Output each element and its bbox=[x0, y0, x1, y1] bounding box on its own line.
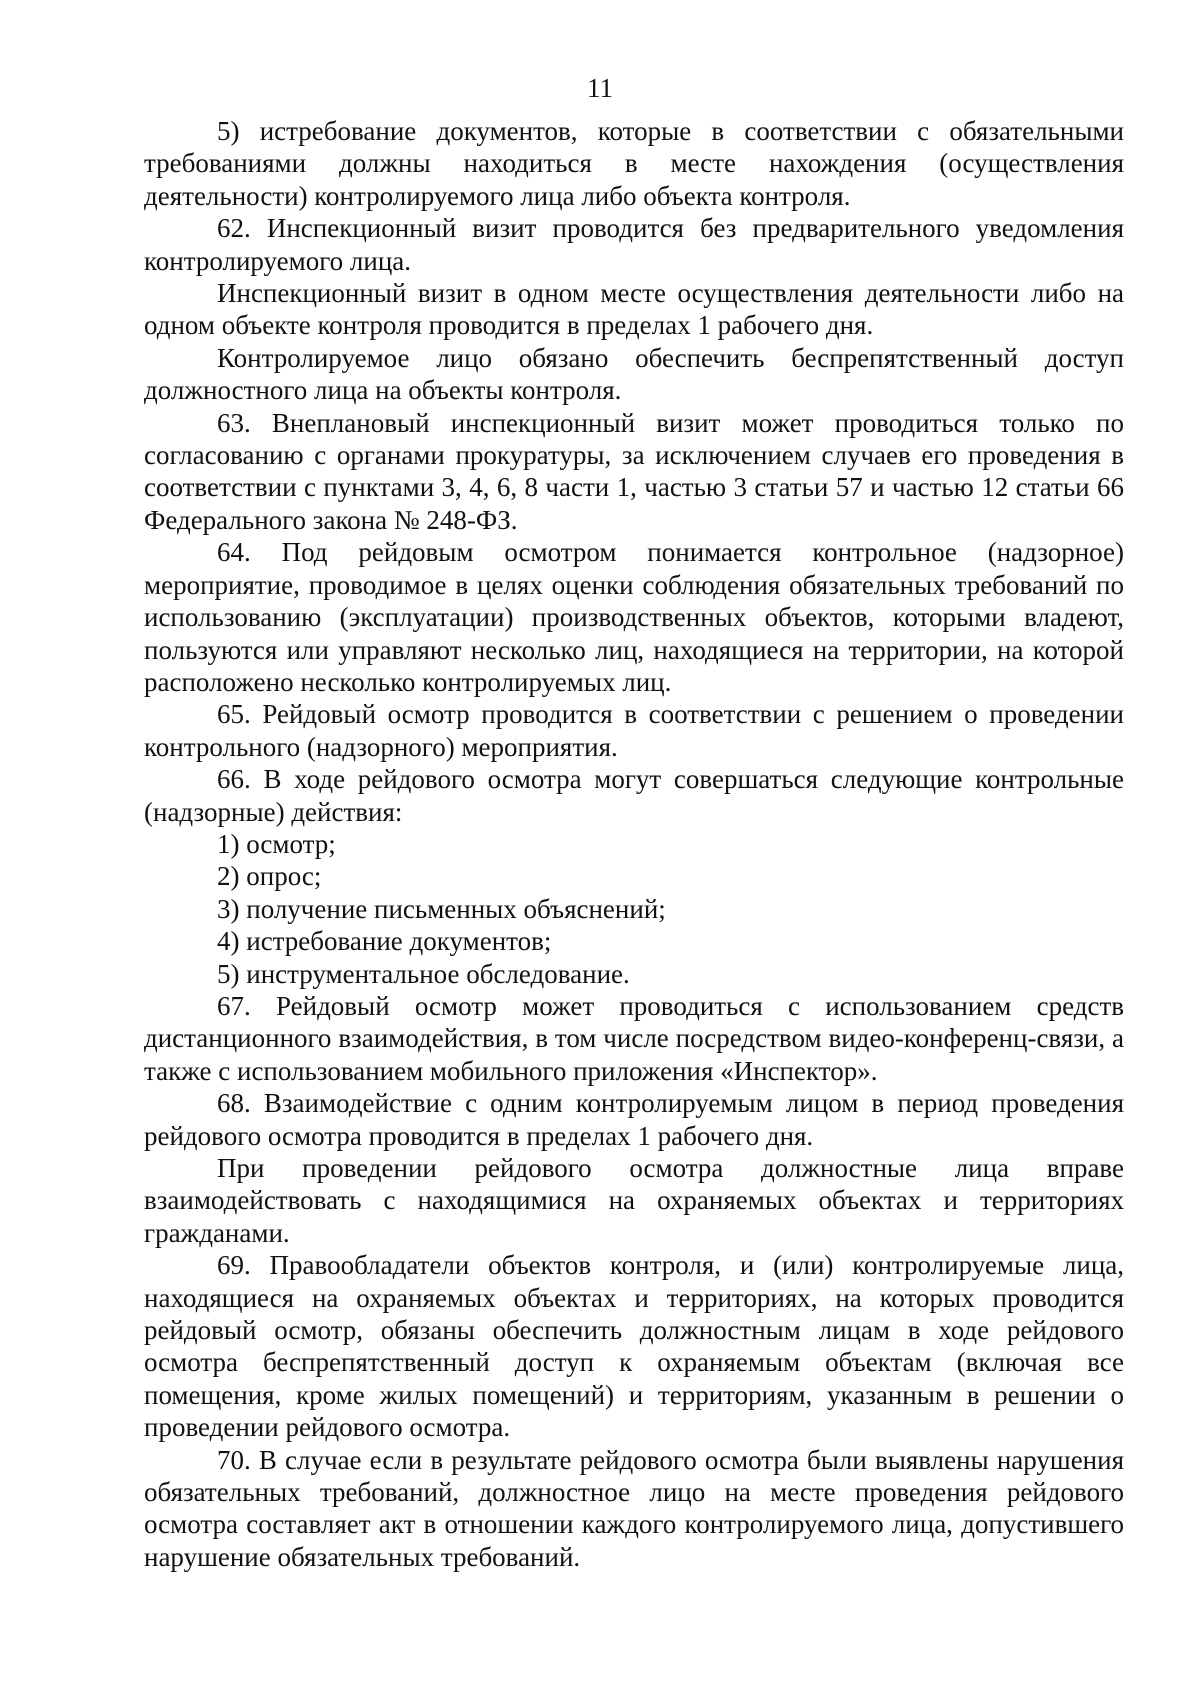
paragraph: Инспекционный визит в одном месте осуществления деятельности либо на одном объекте контроля проводится в пределах 1 рабочего дня. bbox=[144, 278, 1124, 341]
list-item: 3) получение письменных объяснений; bbox=[217, 893, 666, 924]
paragraph: 65. Рейдовый осмотр проводится в соответствии с решением о проведении контрольного (надзорного) мероприятия. bbox=[144, 699, 1124, 762]
list-item: 2) опрос; bbox=[217, 861, 322, 892]
paragraph: 68. Взаимодействие с одним контролируемым лицом в период проведения рейдового осмотра проводится в пределах 1 рабочего дня. bbox=[144, 1088, 1124, 1151]
list-item: 1) осмотр; bbox=[217, 828, 336, 859]
page-number: 11 bbox=[587, 73, 613, 103]
paragraph: 5) истребование документов, которые в соответствии с обязательными требованиями должны находиться в месте нахождения (осуществления деятельности) контролируемого лица либо объекта контроля. bbox=[144, 116, 1124, 211]
paragraph: 63. Внеплановый инспекционный визит может проводиться только по согласованию с органами прокуратуры, за исключением случаев его проведения в соответствии с пунктами 3, 4, 6, 8 части 1, частью 3 статьи 57 и частью 12 статьи 66 Федерального закона № 248-ФЗ. bbox=[144, 407, 1124, 535]
paragraph: Контролируемое лицо обязано обеспечить беспрепятственный доступ должностного лица на объекты контроля. bbox=[144, 342, 1124, 406]
list-item: 5) инструментальное обследование. bbox=[217, 958, 630, 989]
paragraph: 62. Инспекционный визит проводится без предварительного уведомления контролируемого лица. bbox=[144, 213, 1124, 276]
paragraph: 66. В ходе рейдового осмотра могут совершаться следующие контрольные (надзорные) действия: bbox=[144, 764, 1124, 827]
paragraph: 67. Рейдовый осмотр может проводиться с использованием средств дистанционного взаимодействия, в том числе посредством видео-конференц-связи, а также с использованием мобильного приложения «Инспектор». bbox=[144, 990, 1124, 1086]
paragraph: 70. В случае если в результате рейдового осмотра были выявлены нарушения обязательных требований, должностное лицо на месте проведения рейдового осмотра составляет акт в отношении каждого контролируемого лица, допустившего нарушение обязательных требований. bbox=[144, 1444, 1124, 1572]
list-item: 4) истребование документов; bbox=[217, 926, 552, 957]
paragraph: 69. Правообладатели объектов контроля, и (или) контролируемые лица, находящиеся на охраняемых объектах и территориях, на которых проводится рейдовый осмотр, обязаны обеспечить должностным лицам в ходе рейдового осмотра беспрепятственный доступ к охраняемым объектам (включая все помещения, кроме жилых помещений) и территориям, указанным в решении о проведении рейдового осмотра. bbox=[144, 1250, 1124, 1443]
paragraph: 64. Под рейдовым осмотром понимается контрольное (надзорное) мероприятие, проводимое в целях оценки соблюдения обязательных требований по использованию (эксплуатации) производственных объектов, которыми владеют, пользуются или управляют несколько лиц, находящиеся на территории, на которой расположено несколько контролируемых лиц. bbox=[144, 537, 1124, 697]
paragraph: При проведении рейдового осмотра должностные лица вправе взаимодействовать с находящимися на охраняемых объектах и территориях гражданами. bbox=[144, 1153, 1124, 1248]
document-body bbox=[144, 115, 1124, 1573]
